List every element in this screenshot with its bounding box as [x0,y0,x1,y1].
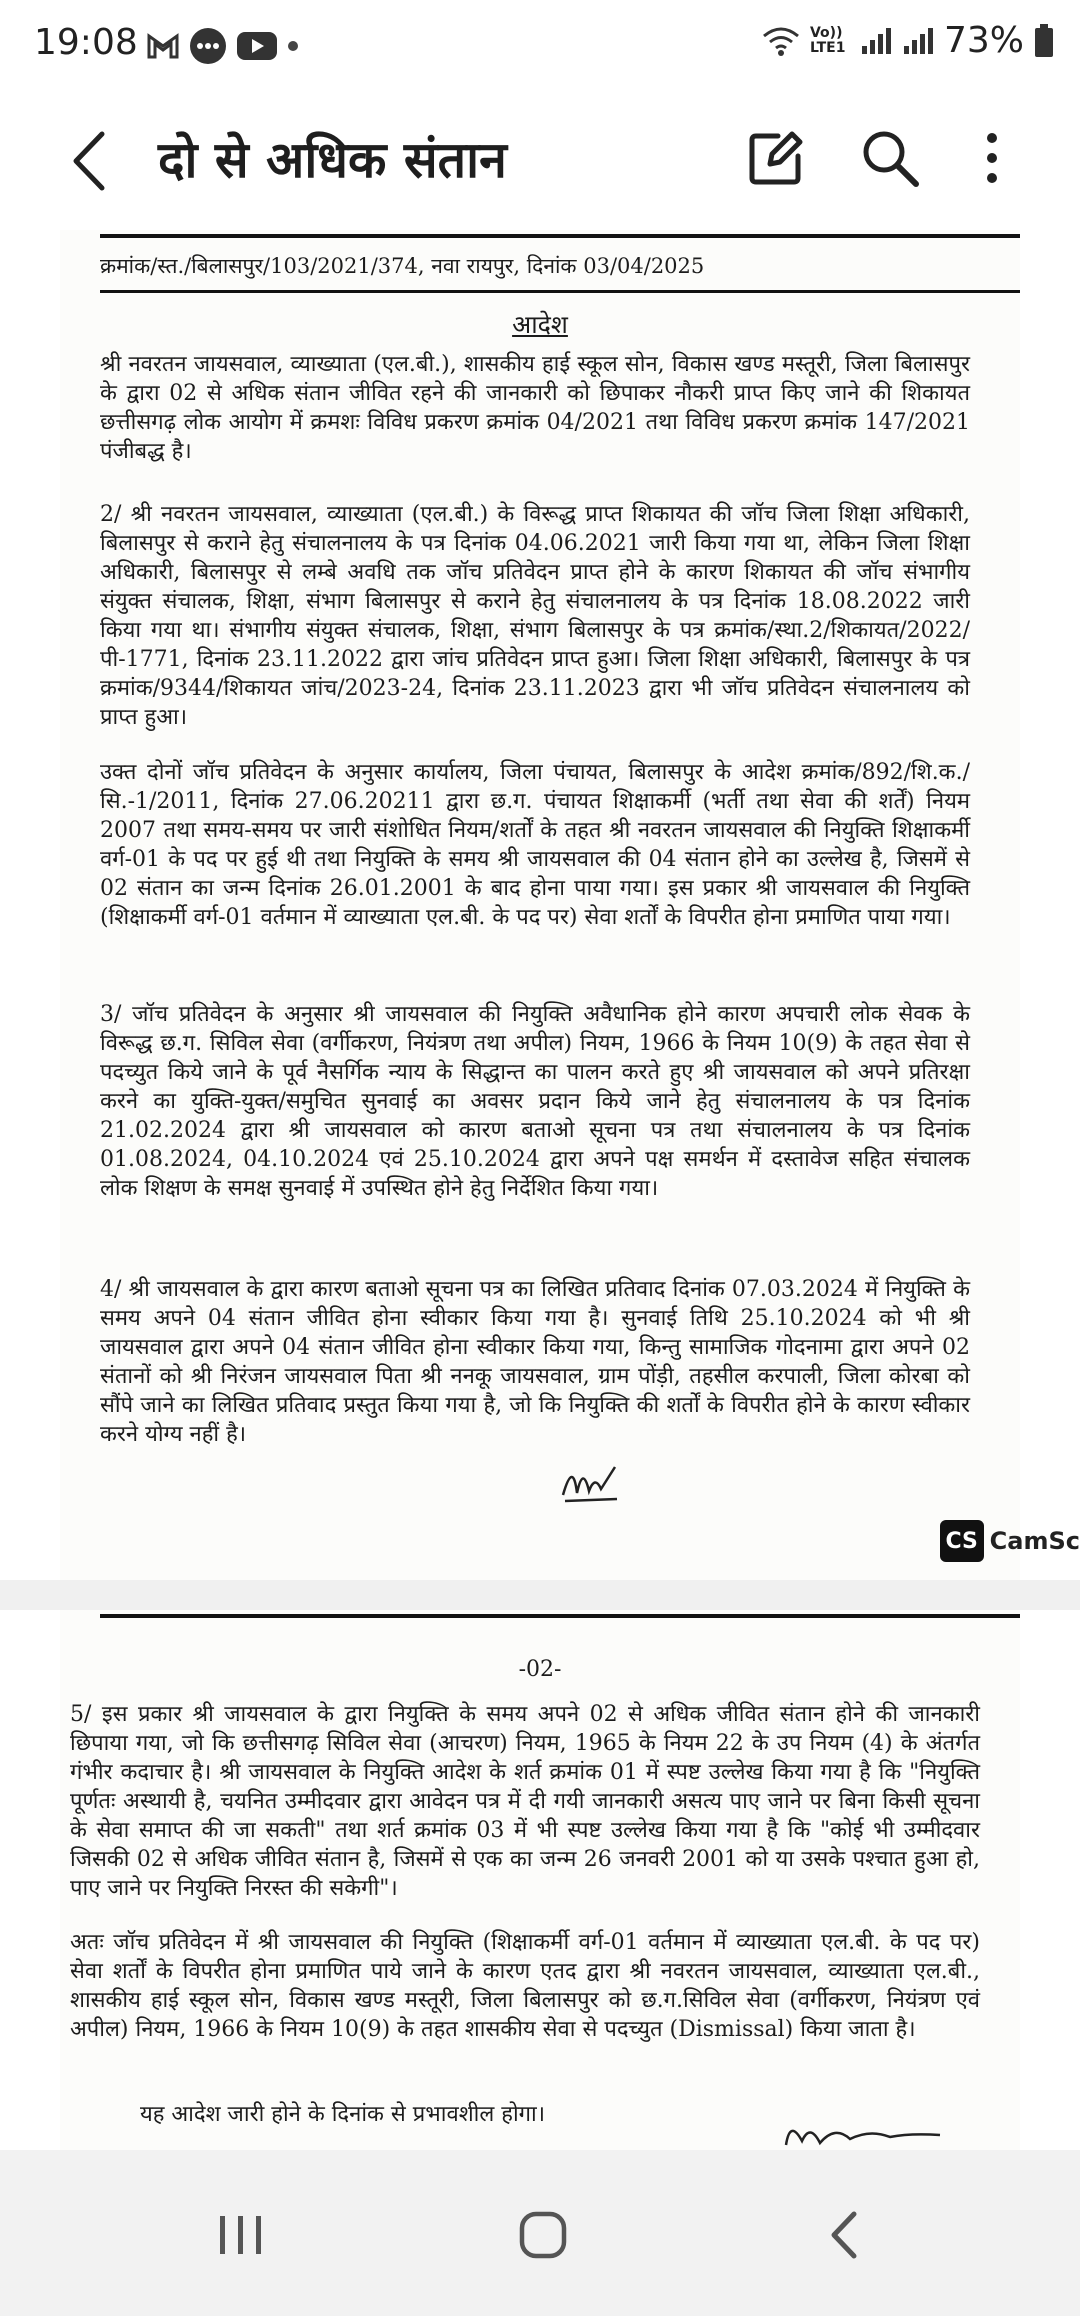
paragraph-8: यह आदेश जारी होने के दिनांक से प्रभावशील होगा। [140,2102,546,2127]
back-arrow-icon[interactable] [62,126,122,196]
signal-icon-2 [902,26,934,56]
scanner-watermark [940,1520,1080,1562]
network-label: Vo)) LTE1 [809,24,846,56]
paragraph-1: श्री नवरतन जायसवाल, व्याख्याता (एल.बी.), शासकीय हाई स्कूल सोन, विकास खण्ड मस्तूरी, जिला बिलासपुर के द्वारा 02 से अधिक संतान जीवित रहने की जानकारी को छिपाकर नौकरी प्राप्त किए जाने की शिकायत छत्तीसगढ़ लोक आयोग में क्रमशः विविध प्रकरण क्रमांक 04/2021 तथा विविध प्रकरण क्रमांक 147/2021 पंजीबद्ध है। [100,352,970,464]
youtube-icon [236,30,278,62]
edit-icon[interactable] [744,126,808,190]
recent-apps-icon[interactable] [206,2200,276,2270]
home-icon[interactable] [508,2200,578,2270]
scanner-label: CamSc [989,1527,1080,1555]
wifi-icon [762,25,800,57]
document-viewer[interactable] [0,230,1080,2150]
header-rule [100,234,1020,238]
order-heading: आदेश [512,310,568,339]
status-bar [0,0,1080,96]
page-title: दो से अधिक संतान [158,131,507,189]
page-number: -02- [518,1657,562,1682]
document-page-2 [60,1610,1020,2150]
paragraph-4: 3/ जॉच प्रतिवेदन के अनुसार श्री जायसवाल की नियुक्ति अवैधानिक होने कारण अपचारी लोक सेवक के विरूद्ध छ.ग. सिविल सेवा (वर्गीकरण, नियंत्रण तथा अपील) नियम, 1966 के नियम 10(9) के तहत सेवा से पदच्युत किये जाने के पूर्व नैसर्गिक न्याय के सिद्धान्त का पालन करते हुए श्री जायसवाल को अपने प्रतिरक्षा करने का युक्ति-युक्त/समुचित सुनवाई का अवसर प्रदान किये जाने हेतु संचालनालय के पत्र दिनांक 21.02.2024 द्वारा श्री जायसवाल को कारण बताओ सूचना पत्र तथा संचालनालय के पत्र दिनांक 01.08.2024, 04.10.2024 एवं 25.10.2024 द्वारा अपने पक्ष समर्थन में दस्तावेज सहित संचालक लोक शिक्षण के समक्ष सुनवाई में उपस्थित होने हेतु निर्देशित किया गया। [100,1002,970,1201]
paragraph-6: 5/ इस प्रकार श्री जायसवाल के द्वारा नियुक्ति के समय अपने 02 से अधिक जीवित संतान होने की जानकारी छिपाया गया, जो कि छत्तीसगढ़ सिविल सेवा (आचरण) नियम, 1965 के नियम 22 के उप नियम (4) के अंतर्गत गंभीर कदाचार है। श्री जायसवाल के नियुक्ति आदेश के शर्त क्रमांक 01 में स्पष्ट उल्लेख किया गया है कि "नियुक्ति पूर्णतः अस्थायी है, चयनित उम्मीदवार द्वारा आवेदन पत्र में दी गयी जानकारी असत्य पाए जाने पर बिना किसी सूचना के सेवा समाप्त की जा सकती" तथा शर्त क्रमांक 03 में भी स्पष्ट उल्लेख किया गया है कि "कोई भी उम्मीदवार जिसकी 02 से अधिक जीवित संतान है, जिसमें से एक का जन्म 26 जनवरी 2001 को या उसके पश्चात हुआ हो, पाए जाने पर नियुक्ति निरस्त की सकेगी"। [70,1702,980,1901]
paragraph-2: 2/ श्री नवरतन जायसवाल, व्याख्याता (एल.बी.) के विरूद्ध प्राप्त शिकायत की जॉच जिला शिक्षा अधिकारी, बिलासपुर से कराने हेतु संचालनालय के पत्र दिनांक 04.06.2021 जारी किया गया था, लेकिन जिला शिक्षा अधिकारी, बिलासपुर से लम्बे अवधि तक जॉच प्रतिवेदन प्राप्त होने के कारण शिकायत की जॉच संभागीय संयुक्त संचालक, शिक्षा, संभाग बिलासपुर से कराने हेतु संचालनालय के पत्र दिनांक 18.08.2022 जारी किया गया था। संभागीय संयुक्त संचालक, शिक्षा, संभाग बिलासपुर के पत्र क्रमांक/स्था.2/शिकायत/2022/पी-1771, दिनांक 23.11.2022 द्वारा जांच प्रतिवेदन प्राप्त हुआ। जिला शिक्षा अधिकारी, बिलासपुर के पत्र क्रमांक/9344/शिकायत जांच/2023-24, दिनांक 23.11.2023 द्वारा भी जॉच प्रतिवेदन संचालनालय को प्राप्त हुआ। [100,502,970,730]
search-icon[interactable] [858,126,922,190]
status-right [762,20,1054,61]
order-reference: क्रमांक/स्त./बिलासपुर/103/2021/374, नवा रायपुर, दिनांक 03/04/2025 [100,254,705,278]
gmail-icon [146,31,180,61]
more-notifications-dot-icon [286,39,300,53]
signal-icon-1 [860,26,892,56]
paragraph-5: 4/ श्री जायसवाल के द्वारा कारण बताओ सूचना पत्र का लिखित प्रतिवाद दिनांक 07.03.2024 में नियुक्ति के समय अपने 04 संतान जीवित होना स्वीकार किया गया है। सुनवाई तिथि 25.10.2024 को भी श्री जायसवाल द्वारा अपने 04 संतान जीवित होना स्वीकार किया गया, किन्तु सामाजिक गोदनामा द्वारा अपने 02 संतानों को श्री निरंजन जायसवाल पिता श्री ननकू जायसवाल, ग्राम पोंड़ी, तहसील करपाली, जिला कोरबा को सौंपे जाने का लिखित प्रतिवाद प्रस्तुत किया गया है, जो कि नियुक्ति की शर्तों के विपरीत होने के कारण स्वीकार करने योग्य नहीं है। [100,1277,970,1447]
back-nav-icon[interactable] [810,2200,880,2270]
page-separator [0,1580,1080,1610]
battery-icon [1034,24,1054,58]
paragraph-3: उक्त दोनों जॉच प्रतिवेदन के अनुसार कार्यालय, जिला पंचायत, बिलासपुर के आदेश क्रमांक/892/शि.क./सि.-1/2011, दिनांक 27.06.20211 द्वारा छ.ग. पंचायत शिक्षाकर्मी (भर्ती तथा सेवा की शर्तें) नियम 2007 तथा समय-समय पर जारी संशोधित नियम/शर्तों के तहत श्री नवरतन जायसवाल की नियुक्ति शिक्षाकर्मी वर्ग-01 के पद पर हुई थी तथा नियुक्ति के समय श्री जायसवाल की 04 संतान होने का उल्लेख है, जिसमें से 02 संतान का जन्म दिनांक 26.01.2001 के बाद होना पाया गया। इस प्रकार श्री जायसवाल की नियुक्ति (शिक्षाकर्मी वर्ग-01 वर्तमान में व्याख्याता एल.बी. के पद पर) सेवा शर्तों के विपरीत होना प्रमाणित पाया गया। [100,760,970,930]
officer-signature [780,2115,950,2150]
app-bar [0,96,1080,230]
document-page-1 [60,230,1080,1580]
navigation-bar [0,2150,1080,2316]
chat-icon [188,26,228,66]
more-options-icon[interactable] [960,126,1024,190]
page2-top-rule [100,1614,1020,1618]
initials-signature [555,1455,625,1505]
header-rule-2 [100,290,1020,293]
notification-icons [146,26,300,66]
camscanner-logo-icon: CS [940,1520,984,1562]
status-time: 19:08 [34,22,138,63]
battery-percent: 73% [943,20,1024,61]
paragraph-7: अतः जॉच प्रतिवेदन में श्री जायसवाल की नियुक्ति (शिक्षाकर्मी वर्ग-01 वर्तमान में व्याख्याता एल.बी. के पद पर) सेवा शर्तों के विपरीत होना प्रमाणित पाये जाने के कारण एतद द्वारा श्री नवरतन जायसवाल, व्याख्याता एल.बी., शासकीय हाई स्कूल सोन, विकास खण्ड मस्तूरी, जिला बिलासपुर को छ.ग.सिविल सेवा (वर्गीकरण, नियंत्रण एवं अपील) नियम, 1966 के नियम 10(9) के तहत शासकीय सेवा से पदच्युत (Dismissal) किया जाता है। [70,1930,980,2042]
